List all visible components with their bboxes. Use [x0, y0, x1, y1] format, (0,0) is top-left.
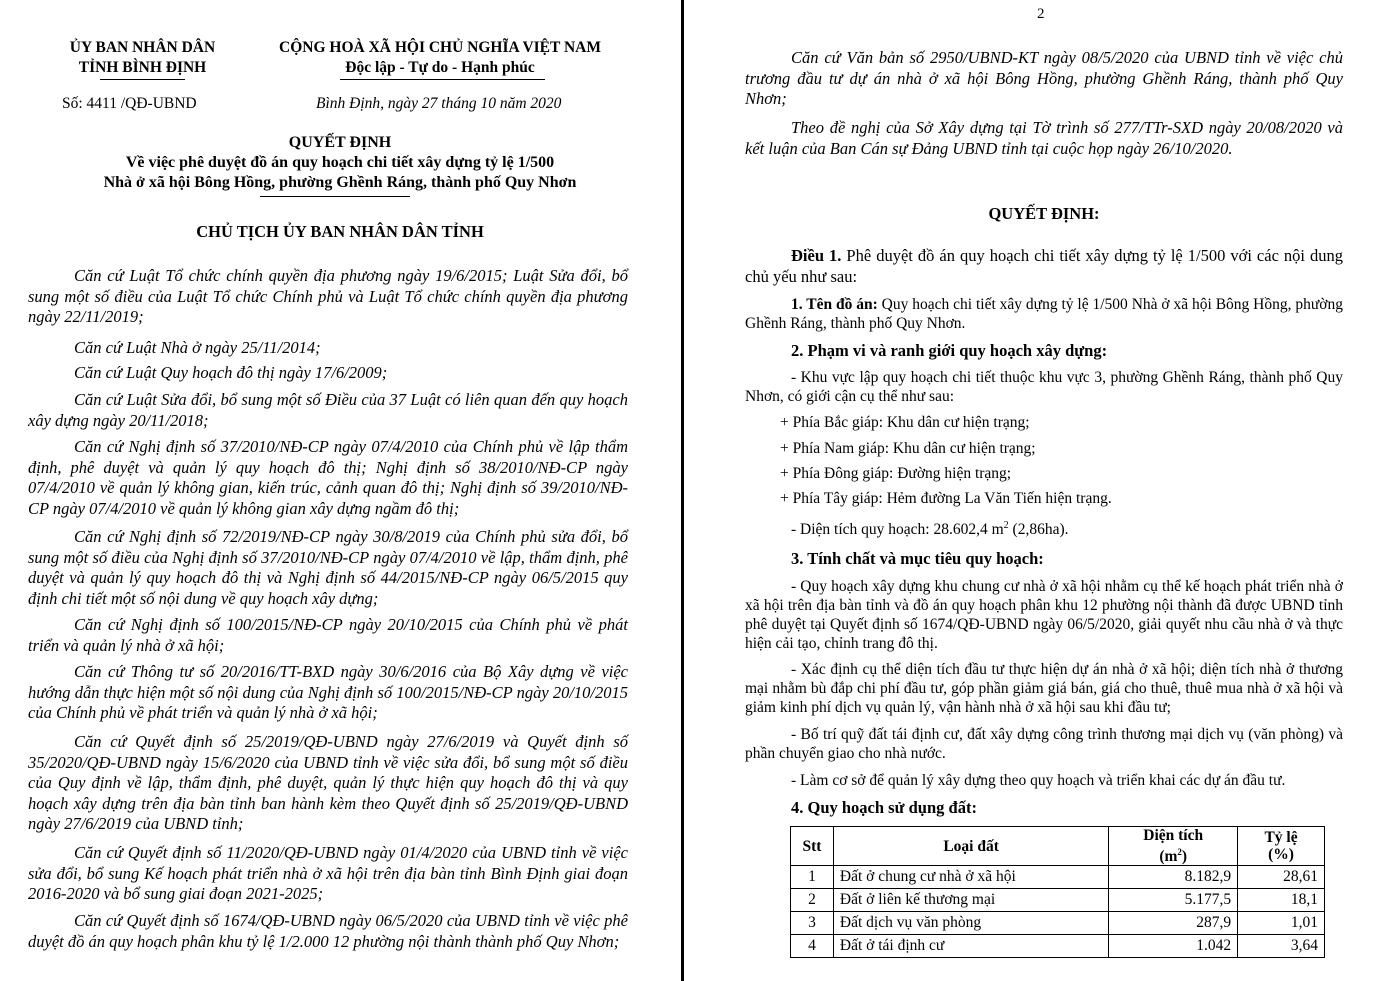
agency-underline [100, 79, 185, 80]
cell-area: 287,9 [1109, 912, 1238, 935]
nation-header [245, 38, 635, 78]
col-area-unit: $(m^2)$ [1159, 847, 1188, 866]
legal-basis-2: Căn cứ Luật Nhà ở ngày 25/11/2014; [74, 338, 321, 357]
cell-stt: 2 [791, 889, 834, 912]
legal-basis-11: Căn cứ Quyết định số 1674/QĐ-UBND ngày 06/5/2020 của UBND tỉnh về việc phê duyệt đồ án quy hoạch phân khu tỷ lệ 1/2.000 12 phường nội thành thành phố Quy Nhơn; [28, 911, 628, 951]
section-3-item-3: - Bố trí quỹ đất tái định cư, đất xây dựng công trình thương mại dịch vụ (văn phòng) và phần chuyển giao cho nhà nước. [745, 726, 1343, 762]
legal-basis-9: Căn cứ Quyết định số 25/2019/QĐ-UBND ngày 27/6/2019 và Quyết định số 35/2020/QĐ-UBND ngày 15/6/2020 của UBND tỉnh về việc sửa đổi, bổ sung một số điều của Quy định về lập, thẩm định, phê duyệt, quản lý thực hiện quy hoạch đô thị và quy hoạch xây dựng trên địa bàn tỉnh ban hành kèm theo Quyết định số 25/2019/QĐ-UBND ngày 27/6/2019 của UBND tỉnh; [28, 732, 628, 833]
decision-subtitle-1: Về việc phê duyệt đồ án quy hoạch chi tiết xây dựng tỷ lệ 1/500 [125, 154, 555, 171]
legal-basis-12: Căn cứ Văn bản số 2950/UBND-KT ngày 08/5/2020 của UBND tỉnh về việc chủ trương đầu tư dự án nhà ở xã hội Bông Hồng, phường Ghềnh Ráng, thành phố Quy Nhơn; [745, 48, 1343, 108]
section-3-heading: 3. Tính chất và mục tiêu quy hoạch: [791, 549, 1044, 568]
cell-type: Đất ở liên kế thương mại [833, 889, 1108, 912]
legal-basis-1: Căn cứ Luật Tổ chức chính quyền địa phương ngày 19/6/2015; Luật Sửa đổi, bổ sung một số điều của Luật Tổ chức Chính phủ và Luật Tổ chức chính quyền địa phương ngày 22/11/2019; [28, 266, 628, 326]
section-1-label: 1. Tên đồ án: [791, 296, 878, 313]
article-1 [745, 246, 1343, 287]
decision-subtitle-2: Nhà ở xã hội Bông Hồng, phường Ghềnh Ráng, thành phố Quy Nhơn [103, 174, 577, 191]
authority-heading: CHỦ TỊCH ỦY BAN NHÂN DÂN TỈNH [196, 222, 484, 241]
article-1-label: Điều 1. [791, 246, 842, 265]
decision-title-block [40, 133, 640, 193]
boundary-south: + Phía Nam giáp: Khu dân cư hiện trạng; [780, 440, 1036, 457]
cell-stt: 1 [791, 866, 834, 889]
table-row [791, 866, 1325, 889]
agency-name-line1: ỦY BAN NHÂN DÂN [69, 39, 216, 56]
legal-basis-13: Theo đề nghị của Sở Xây dựng tại Tờ trình số 277/TTr-SXD ngày 20/08/2020 và kết luận của Ban Cán sự Đảng UBND tỉnh tại cuộc họp ngày 26/10/2020. [745, 118, 1343, 158]
section-2-intro: - Khu vực lập quy hoạch chi tiết thuộc khu vực 3, phường Ghềnh Ráng, thành phố Quy Nhơn, có giới cận cụ thể như sau: [745, 369, 1343, 405]
planning-area [791, 516, 1341, 539]
document-number: Số: 4411 /QĐ-UBND [62, 95, 197, 112]
section-3-item-1: - Quy hoạch xây dựng khu chung cư nhà ở xã hội nhằm cụ thể kế hoạch phát triển nhà ở xã hội trên địa bàn tỉnh và đồ án quy hoạch phân khu 12 phường nội thành đã được UBND tỉnh phê duyệt tại Quyết định số 1674/QĐ-UBND ngày 06/5/2020, giải quyết nhu cầu nhà ở và thực hiện cải tạo, chỉnh trang đô thị. [745, 578, 1343, 652]
planning-area-value: - Diện tích quy hoạch: 28.602,4 m [791, 521, 1004, 539]
cell-area: 8.182,9 [1109, 866, 1238, 889]
planning-area-suffix: (2,86ha). [1008, 521, 1069, 539]
agency-name-line2: TỈNH BÌNH ĐỊNH [78, 59, 207, 76]
col-ratio-label: Tỷ lệ [1264, 829, 1298, 847]
decision-heading: QUYẾT ĐỊNH: [988, 204, 1100, 223]
section-3-item-2: - Xác định cụ thể diện tích đầu tư thực hiện dự án nhà ở xã hội; diện tích nhà ở thương mại nhằm bù đắp chi phí đầu tư, góp phần giảm giá bán, giá cho thuê, thuê mua nhà ở xã hội và giảm kinh phí dịch vụ quản lý, vận hành nhà ở xã hội sau khi đầu tư; [745, 661, 1343, 716]
section-4-heading: 4. Quy hoạch sử dụng đất: [791, 798, 977, 817]
col-stt-header: Stt [791, 827, 834, 866]
table-row [791, 935, 1325, 958]
legal-basis-10: Căn cứ Quyết định số 11/2020/QĐ-UBND ngày 01/4/2020 của UBND tỉnh về việc sửa đổi, bổ sung Kế hoạch phát triển nhà ở xã hội trên địa bàn tỉnh Bình Định giai đoạn 2016-2020 và bổ sung giai đoạn 2021-2025; [28, 843, 628, 903]
agency-header [40, 38, 245, 78]
article-1-text: Phê duyệt đồ án quy hoạch chi tiết xây dựng tỷ lệ 1/500 với các nội dung chủ yếu như sau: [745, 246, 1344, 286]
section-3-item-4: - Làm cơ sở để quản lý xây dựng theo quy hoạch và triển khai các dự án đầu tư. [791, 772, 1286, 789]
legal-basis-4: Căn cứ Luật Sửa đổi, bổ sung một số Điều của 37 Luật có liên quan đến quy hoạch xây dựng ngày 20/11/2018; [28, 390, 628, 430]
decision-title: QUYẾT ĐỊNH [288, 134, 392, 151]
cell-area: 1.042 [1109, 935, 1238, 958]
document-date: Bình Định, ngày 27 tháng 10 năm 2020 [316, 95, 562, 112]
cell-type: Đất ở tái định cư [833, 935, 1108, 958]
page-divider [681, 0, 684, 981]
land-use-table [790, 826, 1325, 958]
col-area-header [1109, 827, 1238, 866]
motto-underline [340, 79, 545, 80]
section-2-heading: 2. Phạm vi và ranh giới quy hoạch xây dựng: [791, 341, 1108, 360]
cell-stt: 3 [791, 912, 834, 935]
planning-area-sup: 2 [1003, 520, 1009, 531]
cell-type: Đất ở chung cư nhà ở xã hội [833, 866, 1108, 889]
cell-area: 5.177,5 [1109, 889, 1238, 912]
section-1 [745, 295, 1343, 333]
cell-ratio: 28,61 [1238, 866, 1325, 889]
section-1-text: Quy hoạch chi tiết xây dựng tỷ lệ 1/500 Nhà ở xã hội Bông Hồng, phường Ghềnh Ráng, thành phố Quy Nhơn. [745, 296, 1343, 332]
table-row [791, 889, 1325, 912]
cell-ratio: 18,1 [1238, 889, 1325, 912]
table-header-row [791, 827, 1325, 866]
legal-basis-6: Căn cứ Nghị định số 72/2019/NĐ-CP ngày 30/8/2019 của Chính phủ sửa đổi, bổ sung một số điều của Nghị định số 37/2010/NĐ-CP ngày 07/4/2010 về lập, thẩm định, phê duyệt và quản lý quy hoạch đô thị và Nghị định số 44/2015/NĐ-CP ngày 06/5/2015 quy định chi tiết một số nội dung về quy hoạch xây dựng; [28, 527, 628, 608]
nation-title: CỘNG HOÀ XÃ HỘI CHỦ NGHĨA VIỆT NAM [279, 39, 601, 56]
legal-basis-7: Căn cứ Nghị định số 100/2015/NĐ-CP ngày 20/10/2015 của Chính phủ về phát triển và quản lý nhà ở xã hội; [28, 615, 628, 655]
cell-stt: 4 [791, 935, 834, 958]
boundary-east: + Phía Đông giáp: Đường hiện trạng; [780, 465, 1012, 482]
col-area-label: Diện tích [1143, 827, 1204, 844]
title-underline [260, 196, 410, 197]
col-ratio-header [1238, 827, 1325, 866]
col-ratio-unit: (%) [1268, 846, 1294, 864]
table-row [791, 912, 1325, 935]
page-number: 2 [1037, 6, 1045, 22]
legal-basis-5: Căn cứ Nghị định số 37/2010/NĐ-CP ngày 07/4/2010 của Chính phủ về lập thẩm định, phê duyệt và quản lý quy hoạch đô thị; Nghị định số 38/2010/NĐ-CP ngày 07/4/2010 về quản lý không gian, kiến trúc, cảnh quan đô thị; Nghị định số 39/2010/NĐ-CP ngày 07/4/2010 về quản lý không gian xây dựng ngầm đô thị; [28, 437, 628, 518]
cell-ratio: 1,01 [1238, 912, 1325, 935]
legal-basis-3: Căn cứ Luật Quy hoạch đô thị ngày 17/6/2009; [74, 363, 388, 382]
nation-motto: Độc lập - Tự do - Hạnh phúc [345, 59, 535, 76]
cell-ratio: 3,64 [1238, 935, 1325, 958]
col-type-header: Loại đất [833, 827, 1108, 866]
legal-basis-8: Căn cứ Thông tư số 20/2016/TT-BXD ngày 30/6/2016 của Bộ Xây dựng về việc hướng dẫn thực hiện một số nội dung của Nghị định số 100/2015/NĐ-CP ngày 20/10/2015 của Chính phủ về phát triển và quản lý nhà ở xã hội; [28, 662, 628, 722]
cell-type: Đất dịch vụ văn phòng [833, 912, 1108, 935]
boundary-north: + Phía Bắc giáp: Khu dân cư hiện trạng; [780, 414, 1030, 431]
boundary-west: + Phía Tây giáp: Hẻm đường La Văn Tiến hiện trạng. [780, 490, 1112, 507]
